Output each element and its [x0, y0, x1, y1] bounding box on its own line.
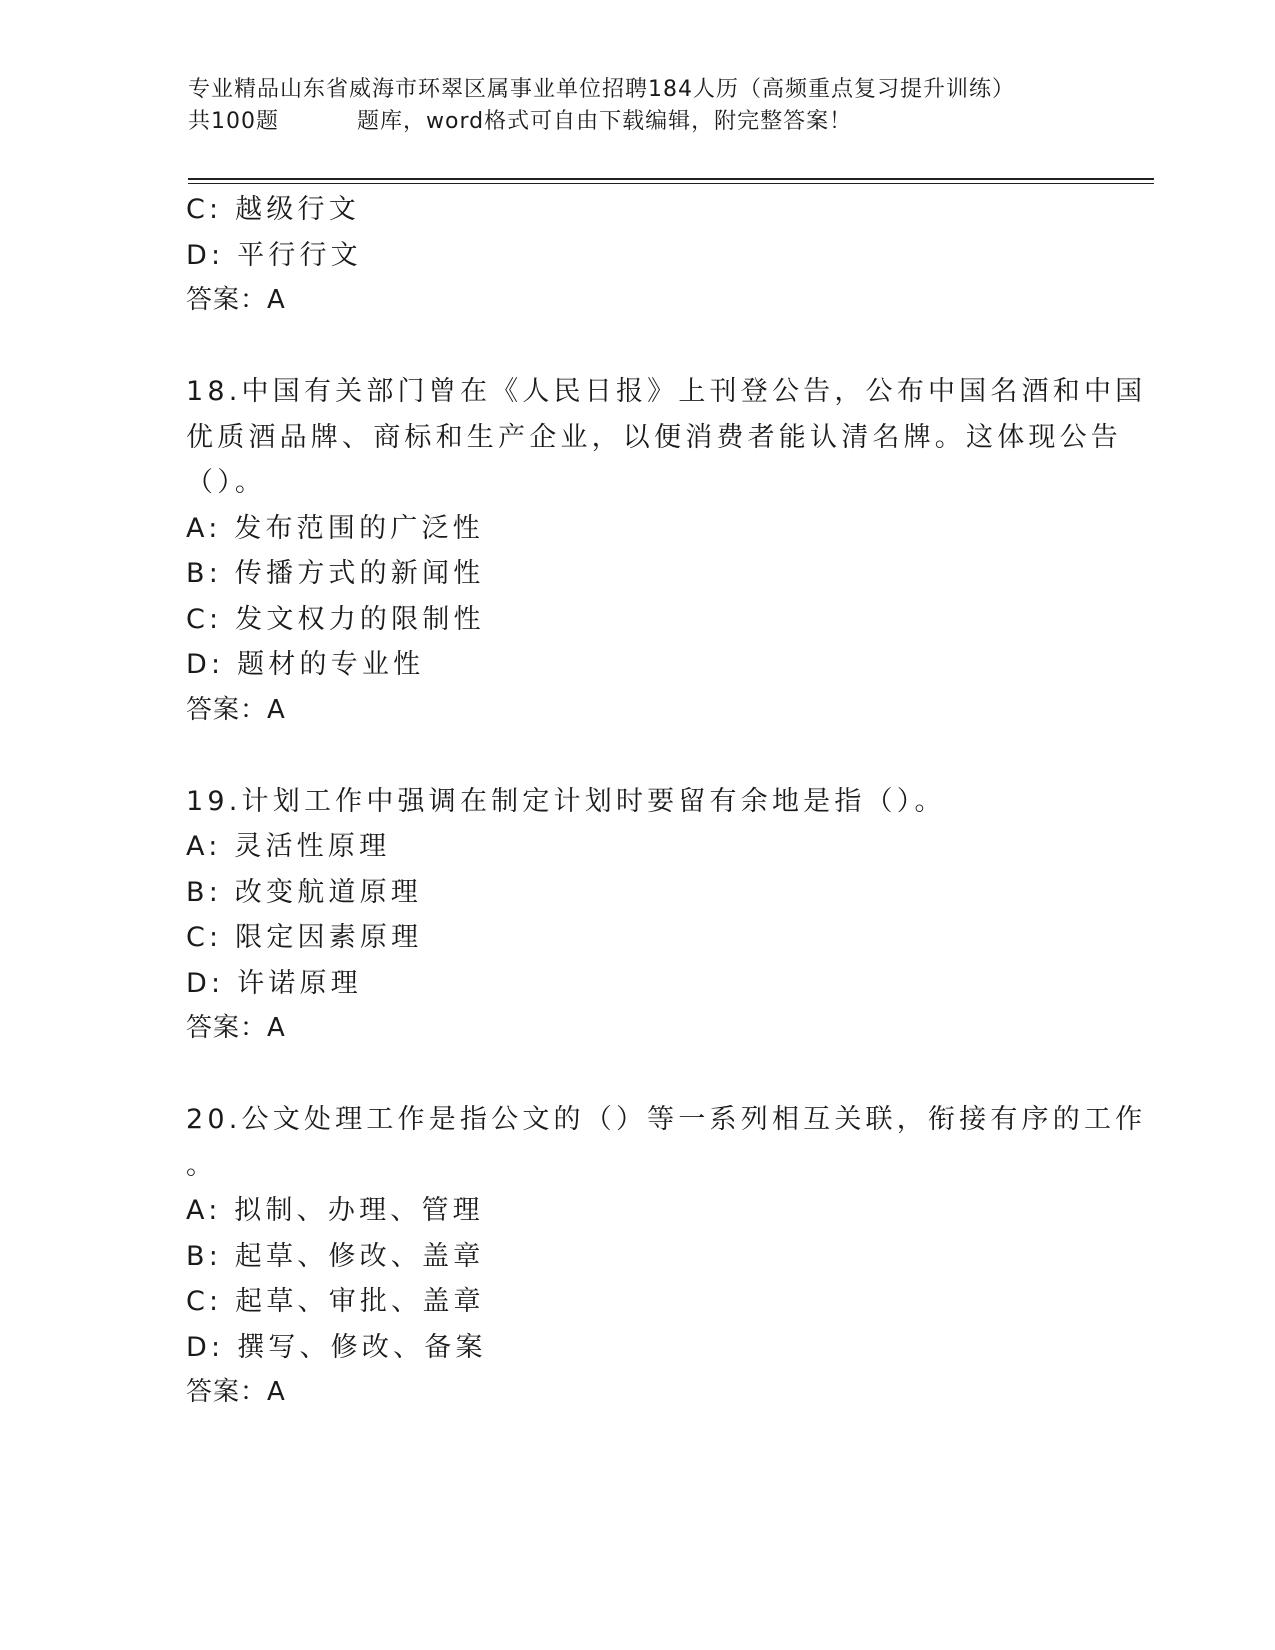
option-c: C: 越级行文 [186, 194, 360, 225]
header-subtitle [188, 106, 1088, 138]
carryover-block [186, 187, 1086, 324]
question-line: 优质酒品牌、商标和生产企业，以便消费者能认清名牌。这体现公告 [186, 421, 1122, 453]
option-d: D: 题材的专业性 [186, 649, 425, 680]
option-d: D: 撰写、修改、备案 [186, 1331, 487, 1363]
header-divider-thin [188, 183, 1154, 184]
header-title: 专业精品山东省威海市环翠区属事业单位招聘184人历（高频重点复习提升训练） [188, 77, 1015, 102]
option-b: B: 传播方式的新闻性 [186, 558, 485, 589]
document-header [188, 74, 1088, 138]
answer: 答案：A [186, 285, 286, 315]
option-b: B: 起草、修改、盖章 [186, 1240, 485, 1272]
option-d: D: 平行行文 [186, 239, 362, 271]
option-c: C: 限定因素原理 [186, 922, 423, 953]
question-line: 19.计划工作中强调在制定计划时要留有余地是指（）。 [186, 785, 946, 817]
option-c: C: 起草、审批、盖章 [186, 1286, 485, 1317]
question-line: 18.中国有关部门曾在《人民日报》上刊登公告，公布中国名酒和中国 [186, 376, 1147, 407]
document-body [186, 187, 1147, 1416]
header-question-count: 共100题 [188, 109, 279, 134]
question-line: 。 [186, 1149, 218, 1181]
option-a: A: 拟制、办理、管理 [186, 1195, 484, 1226]
question-text [186, 1097, 1147, 1188]
option-d: D: 许诺原理 [186, 967, 362, 999]
option-a: A: 灵活性原理 [186, 831, 391, 862]
question-20 [186, 1097, 1147, 1416]
question-19 [186, 779, 1086, 1052]
question-text [186, 779, 1086, 825]
option-b: B: 改变航道原理 [186, 876, 423, 908]
answer: 答案：A [186, 1013, 286, 1043]
header-divider-thick [188, 178, 1154, 180]
question-line: 20.公文处理工作是指公文的（）等一系列相互关联，衔接有序的工作 [186, 1104, 1147, 1135]
header-description: 题库，word格式可自由下载编辑，附完整答案！ [357, 109, 853, 134]
option-c: C: 发文权力的限制性 [186, 603, 485, 635]
answer: 答案：A [186, 694, 286, 725]
answer: 答案：A [186, 1377, 286, 1407]
question-18 [186, 369, 1147, 733]
question-text [186, 369, 1147, 506]
option-a: A: 发布范围的广泛性 [186, 512, 484, 544]
question-line: （）。 [186, 467, 267, 498]
